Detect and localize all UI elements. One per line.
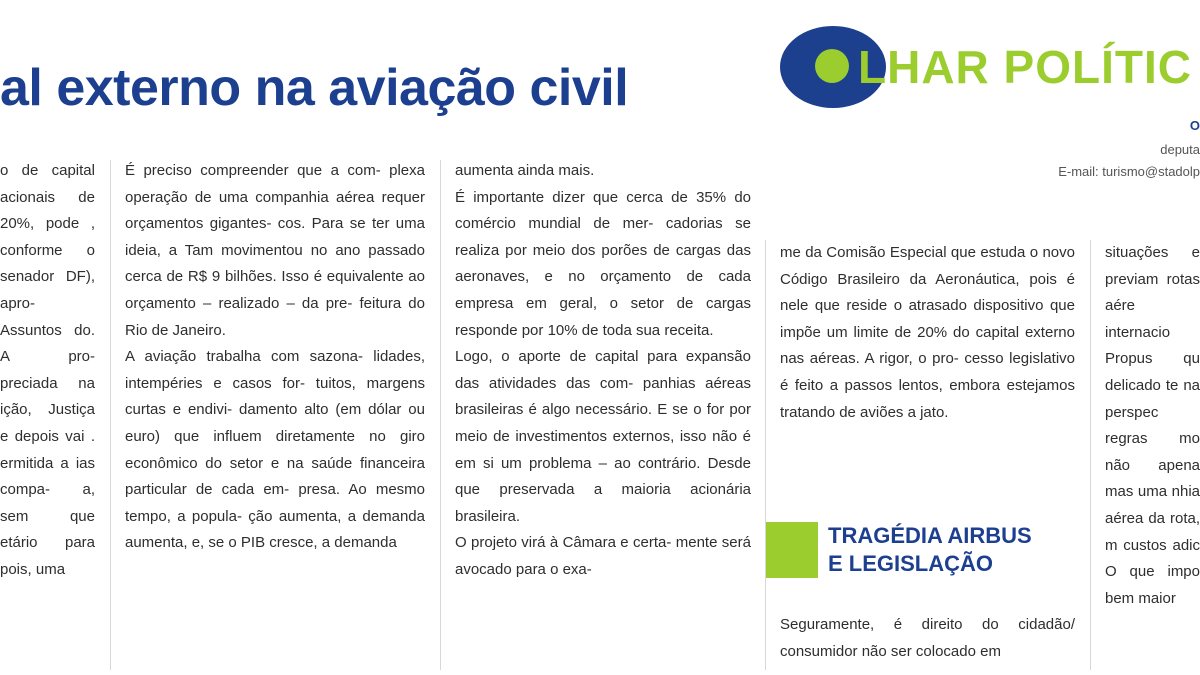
column-divider — [765, 240, 766, 670]
article-column-1 — [0, 158, 95, 584]
section-square-icon — [766, 522, 818, 578]
column-3-paragraph: Logo, o aporte de capital para expansão das atividades das com- panhias aéreas brasileiras é algo necessário. E se o for por meio de investimentos externos, isso não é em si um problema – ao contrário. Desde que preservada a maioria acionária brasileira. — [455, 348, 751, 525]
article-column-5 — [1105, 240, 1200, 612]
column-3-paragraph: É importante dizer que cerca de 35% do comércio mundial de mer- cadorias se realiza por meio dos porões de cargas das aeronaves, e no orçamento de cada empresa em geral, o setor de cargas responde por 10% de toda sua receita. — [455, 188, 751, 339]
column-4-text: me da Comisão Especial que estuda o novo Código Brasileiro da Aeronáutica, pois é nele que reside o atrasado dispositivo que impõe um limite de 20% do capital externo nas aéreas. A rigor, o pro- cesso legislativo é feito a passos lentos, embora estejamos tratando de aviões a jato. — [780, 244, 1075, 421]
section-title-line-2: E LEGISLAÇÃO — [828, 551, 994, 576]
article-column-4-continued — [780, 612, 1075, 665]
article-column-3 — [455, 158, 751, 584]
column-4b-text: Seguramente, é direito do cidadão/ consumidor não ser colocado em — [780, 616, 1075, 660]
headline: al externo na aviação civil — [0, 59, 629, 117]
column-divider — [1090, 240, 1091, 670]
byline-author: O — [1189, 118, 1200, 133]
column-divider — [110, 160, 111, 670]
section-title — [828, 522, 1032, 578]
logo-dot-icon — [815, 49, 849, 83]
article-column-2 — [125, 158, 425, 557]
column-3-paragraph: aumenta ainda mais. — [455, 162, 595, 179]
logo-text: LHAR POLÍTIC — [858, 41, 1192, 93]
section-title-line-1: TRAGÉDIA AIRBUS — [828, 523, 1032, 548]
column-3-paragraph: O projeto virá à Câmara e certa- mente será avocado para o exa- — [455, 534, 751, 578]
olhar-politico-logo — [778, 24, 1200, 114]
column-5-text: situações e previam rotas aére internacio Propus qu delicado te na perspec regras mo não apena mas uma nhia aérea da rota, m custos adic O que impo bem maior — [1105, 244, 1200, 607]
article-column-4 — [780, 240, 1075, 426]
section-heading — [766, 520, 1086, 580]
column-1-text: o de capital acionais de 20%, pode , conforme o senador DF), apro- Assuntos do. A pro- preciada na ição, Justiça e depois vai . ermitida a ias compa- a, sem que etário para pois, uma — [0, 162, 95, 578]
column-2-paragraph: É preciso compreender que a com- plexa operação de uma companhia aérea requer orçamentos gigantes- cos. Para se ter uma ideia, a Tam movimentou no ano passado cerca de R$ 9 bilhões. Isso é equivalente ao orçamento – realizado – da pre- feitura do Rio de Janeiro. — [125, 162, 425, 339]
column-divider — [440, 160, 441, 670]
byline-role: deputa — [1160, 142, 1200, 157]
column-2-paragraph: A aviação trabalha com sazona- lidades, intempéries e casos for- tuitos, margens curtas e endivi- damento alto (em dólar ou euro) que influem diretamente no giro econômico do setor e na saúde financeira particular de cada em- presa. Ao mesmo tempo, a popula- ção aumenta, a demanda aumenta, e, se o PIB cresce, a demanda — [125, 348, 425, 552]
byline-email: E-mail: turismo@stadolp — [1058, 164, 1200, 179]
